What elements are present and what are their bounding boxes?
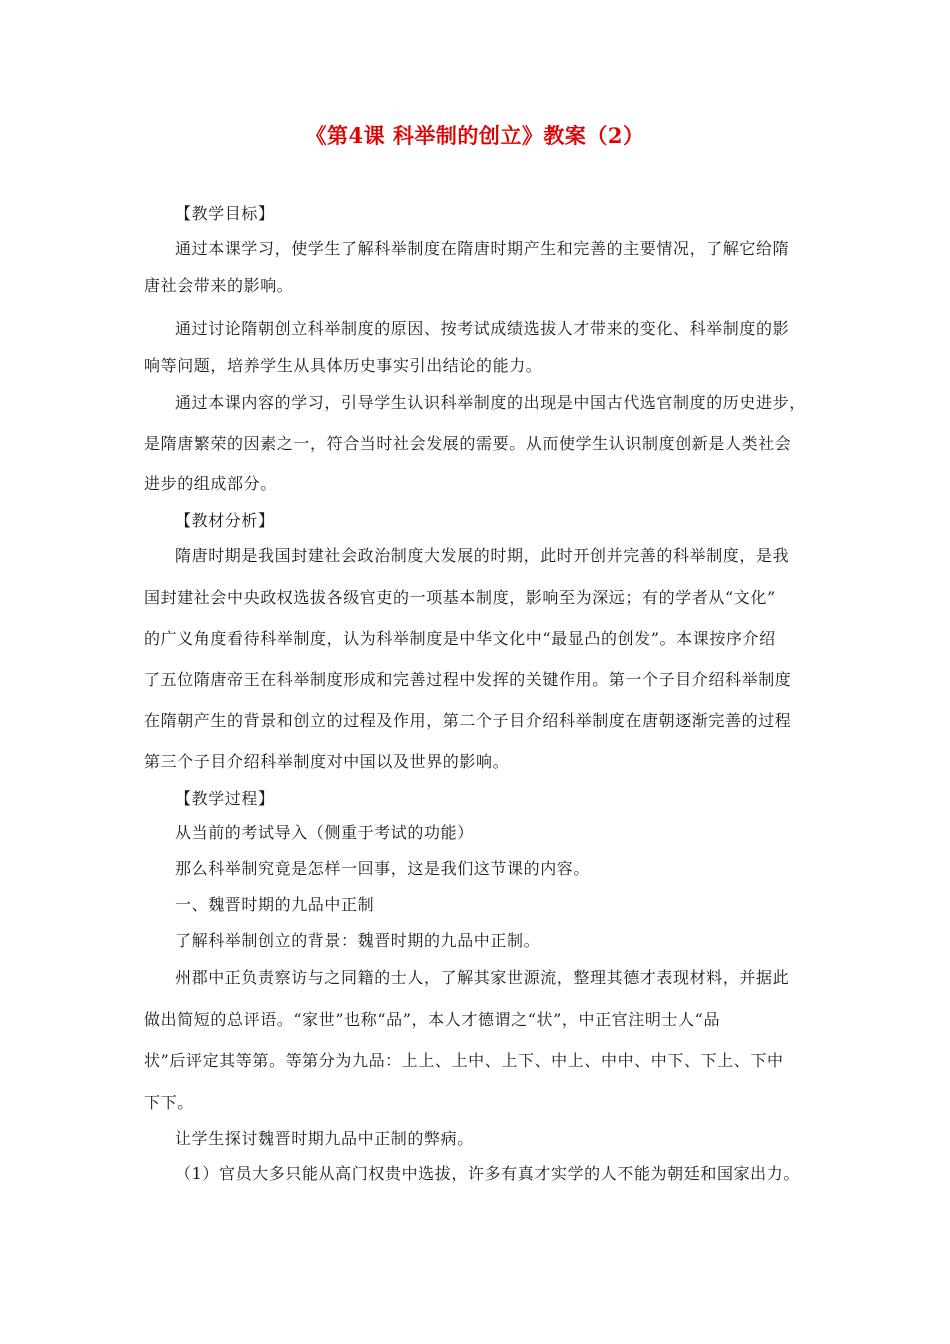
- paragraph-line: 进步的组成部分。: [144, 474, 277, 493]
- paragraph-line: 了五位隋唐帝王在科举制度形成和完善过程中发挥的关键作用。第一个子目介绍科举制度: [144, 670, 792, 689]
- paragraph-line: 状”后评定其等第。等第分为九品：上上、上中、上下、中上、中中、中下、下上、下中: [144, 1051, 784, 1070]
- paragraph-line: 的广义角度看待科举制度，认为科举制度是中华文化中“最显凸的创发”。本课按序介绍: [144, 629, 776, 648]
- paragraph-line: 下下。: [144, 1093, 194, 1112]
- list-item: （1）官员大多只能从高门权贵中选拔，许多有真才实学的人不能为朝廷和国家出力。: [175, 1164, 800, 1183]
- paragraph-line: 唐社会带来的影响。: [144, 276, 294, 295]
- paragraph-line: 通过本课内容的学习，引导学生认识科举制度的出现是中国古代选官制度的历史进步，: [175, 393, 806, 412]
- paragraph-line: 从当前的考试导入（侧重于考试的功能）: [175, 823, 474, 842]
- paragraph-line: 隋唐时期是我国封建社会政治制度大发展的时期，此时开创并完善的科举制度，是我: [175, 546, 790, 565]
- paragraph-line: 第三个子目介绍科举制度对中国以及世界的影响。: [144, 752, 510, 771]
- paragraph-line: 了解科举制创立的背景：魏晋时期的九品中正制。: [175, 931, 541, 950]
- section-heading-teaching-process: 【教学过程】: [175, 789, 275, 808]
- paragraph-line: 是隋唐繁荣的因素之一，符合当时社会发展的需要。从而使学生认识制度创新是人类社会: [144, 434, 792, 453]
- paragraph-line: 国封建社会中央政权选拔各级官吏的一项基本制度，影响至为深远；有的学者从“文化”: [144, 588, 776, 607]
- paragraph-line: 那么科举制究竟是怎样一回事，这是我们这节课的内容。: [175, 859, 591, 878]
- subsection-heading: 一、魏晋时期的九品中正制: [175, 895, 375, 914]
- document-title: 《第4课 科举制的创立》教案（2）: [305, 123, 645, 148]
- paragraph-line: 通过本课学习，使学生了解科举制度在隋唐时期产生和完善的主要情况，了解它给隋: [175, 239, 790, 258]
- paragraph-line: 做出简短的总评语。“家世”也称“品”，本人才德谓之“状”，中正官注明士人“品: [144, 1010, 721, 1029]
- paragraph-line: 在隋朝产生的背景和创立的过程及作用，第二个子目介绍科举制度在唐朝逐渐完善的过程: [144, 711, 792, 730]
- paragraph-line: 让学生探讨魏晋时期九品中正制的弊病。: [175, 1129, 474, 1148]
- section-heading-teaching-goals: 【教学目标】: [175, 204, 275, 223]
- paragraph-line: 响等问题，培养学生从具体历史事实引出结论的能力。: [144, 356, 543, 375]
- paragraph-line: 州郡中正负责察访与之同籍的士人，了解其家世源流，整理其德才表现材料，并据此: [175, 968, 790, 987]
- section-heading-material-analysis: 【教材分析】: [175, 511, 275, 530]
- paragraph-line: 通过讨论隋朝创立科举制度的原因、按考试成绩选拔人才带来的变化、科举制度的影: [175, 319, 790, 338]
